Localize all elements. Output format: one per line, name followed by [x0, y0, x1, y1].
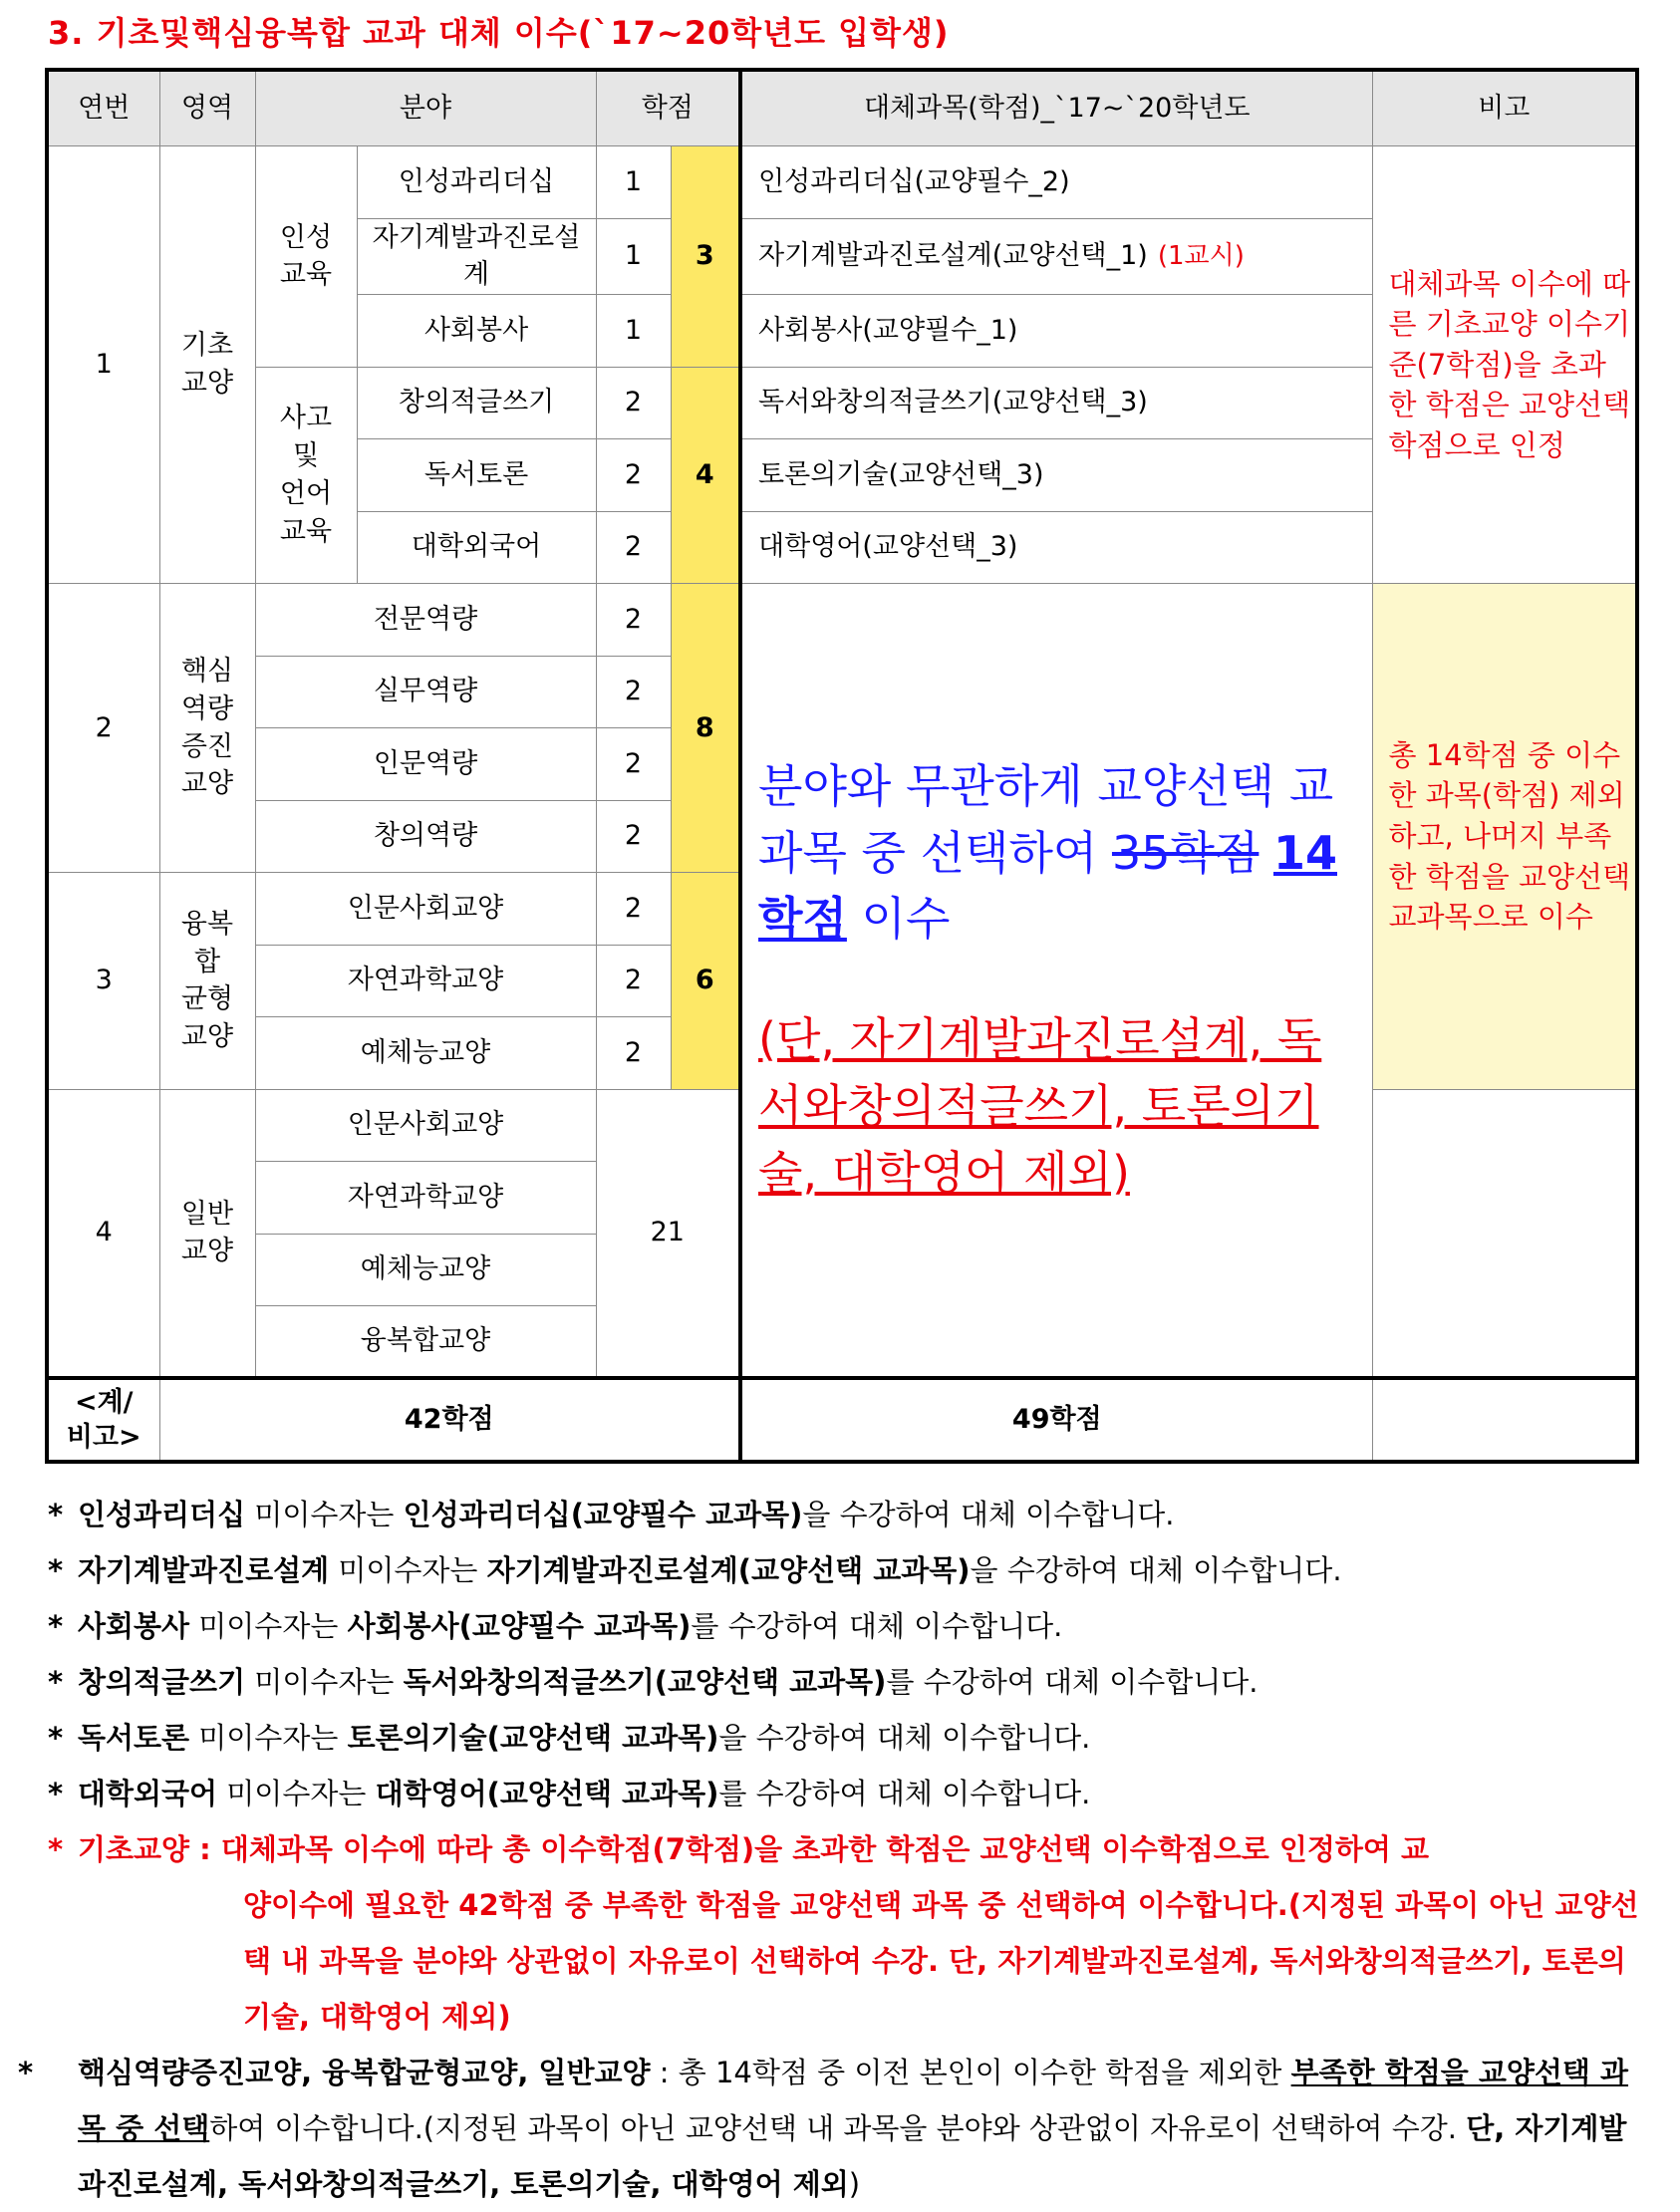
header-remark: 비고: [1372, 70, 1637, 146]
note-text: 미이수자는: [189, 1609, 348, 1643]
substitute-cell: 사회봉사(교양필수_1): [740, 295, 1372, 368]
subgroup-thinking-language: 사고 및 언어 교육: [255, 367, 357, 584]
field-cell: 대학외국어: [357, 511, 596, 584]
note-course: 대학영어(교양선택 교과목): [375, 1777, 719, 1810]
remark-core: 총 14학점 중 이수한 과목(학점) 제외하고, 나머지 부족한 학점을 교양선택 교과목으로 이수: [1372, 584, 1637, 1090]
substitute-cell: [740, 218, 1372, 295]
free-elective-main: [758, 753, 1358, 953]
footer-label: <계/ 비고>: [47, 1378, 159, 1462]
note-item: [48, 1766, 1642, 1821]
substitute-cell: 토론의기술(교양선택_3): [740, 439, 1372, 512]
field-cell: 인문역량: [255, 728, 596, 801]
credit-cell: 2: [596, 800, 671, 873]
note-text: 미이수자는: [245, 1665, 404, 1699]
note-text: 대체과목 이수에 따라 총 이수학점(7학점)을 초과한 학점은 교양선택 이수학점으로 인정하여 교: [220, 1832, 1430, 1866]
note-text: ): [848, 2167, 861, 2201]
substitution-table: [45, 68, 1639, 1464]
note-course: 사회봉사(교양필수 교과목): [347, 1609, 692, 1643]
header-credit: 학점: [596, 70, 740, 146]
note-text: 미이수자는: [245, 1498, 404, 1531]
field-cell: 인성과리더십: [357, 146, 596, 219]
header-area: 영역: [159, 70, 255, 146]
substitute-cell: 대학영어(교양선택_3): [740, 511, 1372, 584]
substitute-text: 자기계발과진로설계(교양선택_1): [758, 240, 1148, 272]
field-cell: 창의역량: [255, 800, 596, 873]
note-course: 인성과리더십(교양필수 교과목): [403, 1498, 803, 1531]
note-underlined: 부족한 학점: [1290, 2056, 1441, 2089]
note-text: 하여 이수합니다.(지정된 과목이 아닌 교양선택 내 과목을 분야와 상관없이 자유: [209, 2111, 1207, 2145]
credit-cell: 2: [596, 728, 671, 801]
note-subject: 자기계발과진로설계: [78, 1553, 330, 1587]
bullet-star: *: [48, 1498, 64, 1531]
free-elective-note: [740, 584, 1372, 1379]
subgroup-personality: 인성 교육: [255, 146, 357, 368]
new-credits: 14학점: [758, 825, 1337, 947]
credit-cell: 1: [596, 295, 671, 368]
note-item: [48, 1542, 1642, 1598]
footer-total-substitute: 49학점: [740, 1378, 1372, 1462]
header-substitute: 대체과목(학점)_`17~`20학년도: [740, 70, 1372, 146]
credit-cell: 2: [596, 656, 671, 728]
note-basic-rule-continued: 양이수에 필요한 42학점 중 부족한 학점을 교양선택 과목 중 선택하여 이수합니다.(지정된 과목이 아닌 교양선택 내 과목을 분야와 상관없이 자유로이 선택하여 수강. 단, 자기계발과진로설계, 독서와창의적글쓰기, 토론의기술, 대학영어 제외): [243, 1888, 1639, 2034]
note-subject: 인성과리더십: [78, 1498, 246, 1531]
field-cell: 융복합교양: [255, 1306, 596, 1379]
bullet-star: *: [48, 1777, 64, 1810]
bullet-star: *: [48, 1609, 64, 1643]
group-3-no: 3: [47, 873, 159, 1090]
note-basic-rule: [48, 1821, 1642, 1877]
note-underlined: 을 교양선택 과목 중 선택: [78, 2056, 1629, 2145]
group-3-area: 융복 합 균형 교양: [159, 873, 255, 1090]
field-cell: 자연과학교양: [255, 945, 596, 1017]
credit-cell: 2: [596, 584, 671, 657]
bullet-star: *: [48, 1553, 64, 1587]
footer-total-required: 42학점: [159, 1378, 740, 1462]
note-subject: 사회봉사: [78, 1609, 190, 1643]
note-core-rule: [18, 2045, 1642, 2212]
section-title: 3. 기초및핵심융복합 교과 대체 이수(`17~20학년도 입학생): [48, 14, 950, 52]
field-cell: 예체능교양: [255, 1017, 596, 1090]
footer-remark: [1372, 1378, 1637, 1462]
credit-cell: 2: [596, 439, 671, 512]
note-text: 미이수자는: [329, 1553, 487, 1587]
remark-basic: 대체과목 이수에 따른 기초교양 이수기준(7학점)을 초과한 학점은 교양선택 학점으로 인정: [1372, 146, 1637, 584]
group-1-no: 1: [47, 146, 159, 584]
elective-text-end: 이수: [846, 892, 951, 947]
remark-empty: [1372, 1089, 1637, 1378]
note-text: 을 수강하여 대체 이수합니다.: [802, 1498, 1175, 1531]
credit-cell: 2: [596, 1017, 671, 1090]
header-no: 연번: [47, 70, 159, 146]
note-item: [48, 1598, 1642, 1654]
group-4-area: 일반 교양: [159, 1089, 255, 1378]
note-item: [48, 1654, 1642, 1710]
note-course: 자기계발과진로설계(교양선택 교과목): [486, 1553, 971, 1587]
bullet-star: *: [48, 1721, 64, 1755]
field-cell: 실무역량: [255, 656, 596, 728]
note-subject: 창의적글쓰기: [78, 1665, 246, 1699]
period-note: (1교시): [1157, 241, 1245, 272]
note-text: 미이수자는: [189, 1721, 348, 1755]
note-subject: 대학외국어: [78, 1777, 218, 1810]
field-cell: 전문역량: [255, 584, 596, 657]
field-cell: 사회봉사: [357, 295, 596, 368]
note-text: 를 수강하여 대체 이수합니다.: [886, 1665, 1259, 1699]
note-text: 을 수강하여 대체 이수합니다.: [718, 1721, 1091, 1755]
note-text: 로이 선택하여 수강.: [1206, 2111, 1467, 2145]
credit-cell: 2: [596, 367, 671, 439]
credit-general: 21: [596, 1089, 740, 1378]
notes: [18, 1487, 1642, 2212]
note-item: [48, 1710, 1642, 1766]
field-cell: 독서토론: [357, 439, 596, 512]
field-cell: 인문사회교양: [255, 873, 596, 946]
group-2-no: 2: [47, 584, 159, 873]
note-exception: 단, 자기계발과진로설계, 독서와창의적글쓰기, 토론의기술, 대학영어 제외: [78, 2111, 1627, 2201]
credit-subtotal: 8: [671, 584, 740, 873]
bullet-star: *: [48, 1832, 64, 1866]
bullet-star: *: [48, 1665, 64, 1699]
field-cell: 예체능교양: [255, 1234, 596, 1306]
note-item: [48, 1487, 1642, 1542]
group-4-no: 4: [47, 1089, 159, 1378]
field-cell: 자연과학교양: [255, 1162, 596, 1235]
note-lead: 기초교양 :: [78, 1832, 221, 1866]
bullet-star: *: [18, 2056, 34, 2089]
note-course: 토론의기술(교양선택 교과목): [347, 1721, 719, 1755]
credit-cell: 2: [596, 511, 671, 584]
note-text: 미이수자는: [217, 1777, 376, 1810]
credit-cell: 2: [596, 945, 671, 1017]
note-text: 를 수강하여 대체 이수합니다.: [691, 1609, 1063, 1643]
group-2-area: 핵심 역량 증진 교양: [159, 584, 255, 873]
credit-subtotal: 4: [671, 367, 740, 584]
note-text: : 총 14학점 중 이전 본인이 이수한 학점을 제외한: [650, 2056, 1291, 2089]
field-cell: 자기계발과진로설계: [357, 218, 596, 295]
credit-cell: 1: [596, 146, 671, 219]
note-text: 을 수강하여 대체 이수합니다.: [970, 1553, 1342, 1587]
free-elective-exception: (단, 자기계발과진로설계, 독서와창의적글쓰기, 토론의기술, 대학영어 제외): [758, 1012, 1322, 1200]
substitute-cell: 독서와창의적글쓰기(교양선택_3): [740, 367, 1372, 439]
group-1-area: 기초 교양: [159, 146, 255, 584]
note-course: 독서와창의적글쓰기(교양선택 교과목): [403, 1665, 887, 1699]
credit-cell: 1: [596, 218, 671, 295]
note-subject: 핵심역량증진교양, 융복합균형교양, 일반교양: [78, 2056, 651, 2089]
header-field: 분야: [255, 70, 596, 146]
field-cell: 창의적글쓰기: [357, 367, 596, 439]
credit-subtotal: 6: [671, 873, 740, 1090]
field-cell: 인문사회교양: [255, 1089, 596, 1162]
note-subject: 독서토론: [78, 1721, 190, 1755]
substitute-cell: 인성과리더십(교양필수_2): [740, 146, 1372, 219]
note-text: 를 수강하여 대체 이수합니다.: [718, 1777, 1091, 1810]
struck-credits: 35학점: [1111, 825, 1260, 880]
credit-subtotal: 3: [671, 146, 740, 368]
elective-text: 분야와 무관하게 교양선택 교과목 중 선택하여: [758, 759, 1334, 880]
credit-cell: 2: [596, 873, 671, 946]
